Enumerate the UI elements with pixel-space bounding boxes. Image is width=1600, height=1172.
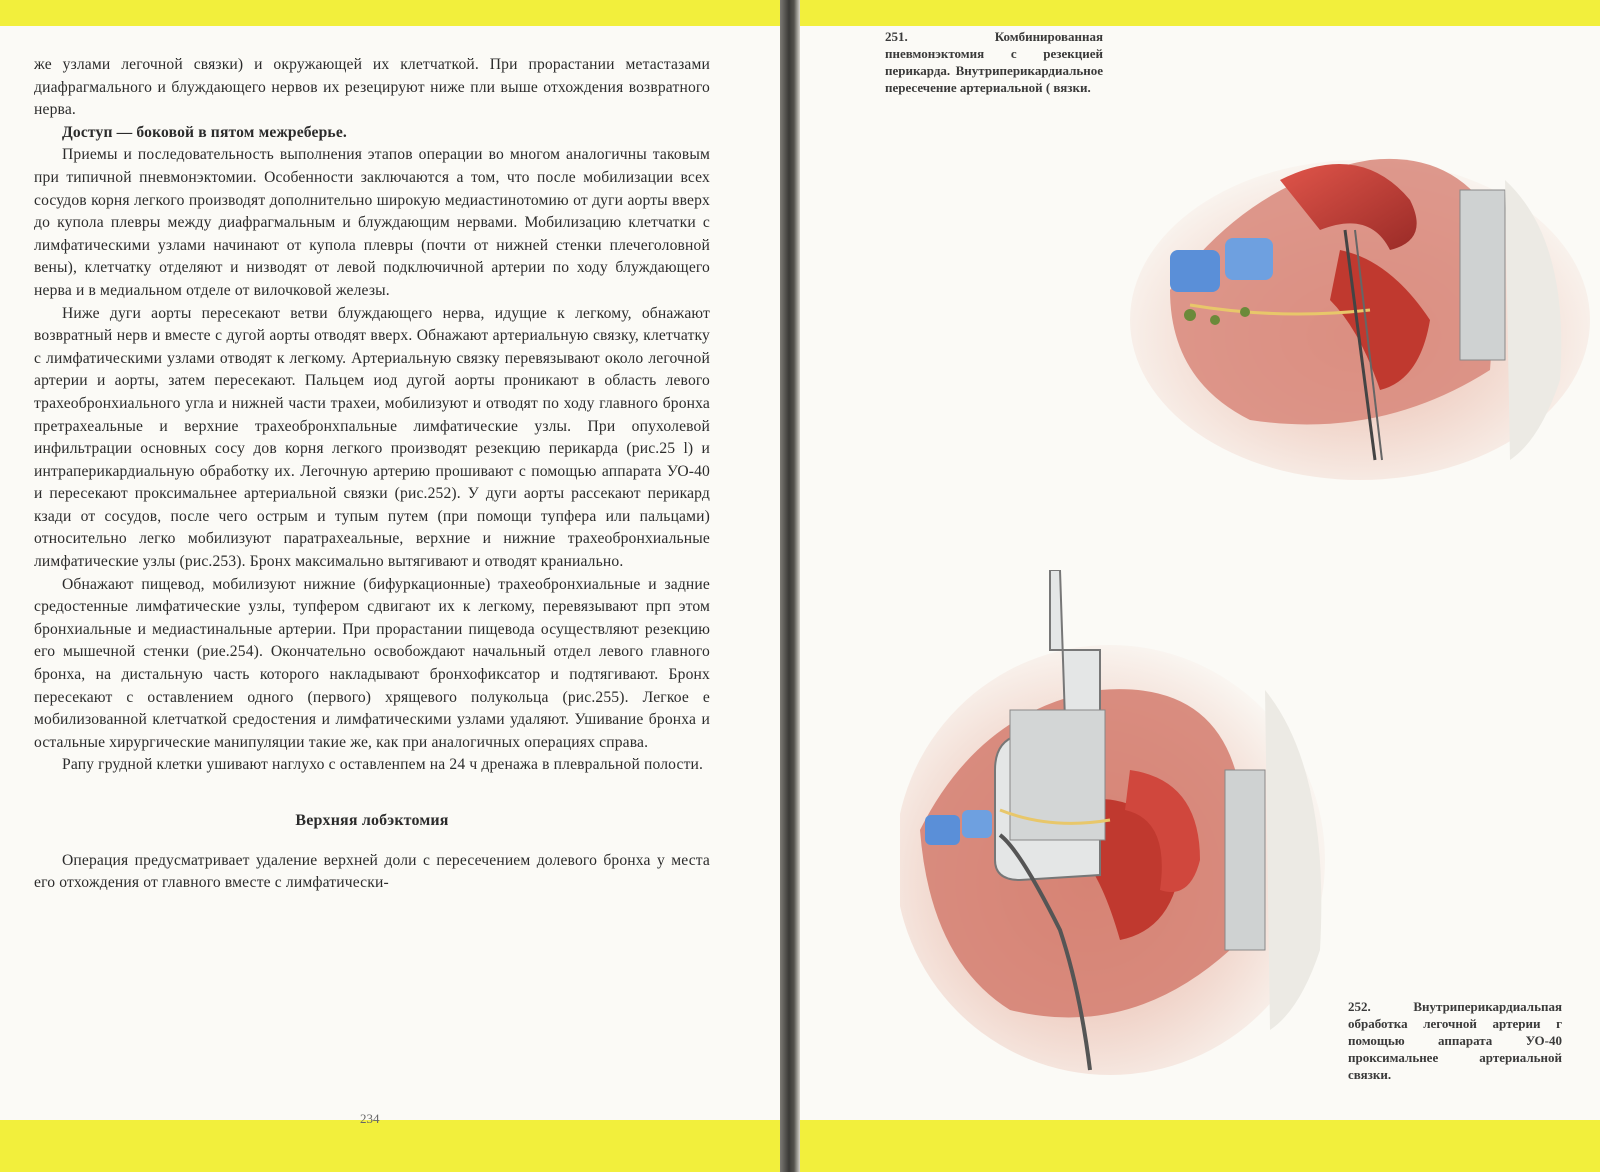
figure-252-illustration bbox=[900, 570, 1340, 1090]
paragraph-1: же узлами легочной связки) и окружающей их клетчаткой. При прорастании метастазами диафрагмального и блуждающего нервов их резецируют ниже пли выше отхождения возвратного нерва. bbox=[34, 56, 710, 119]
stapler-jaw bbox=[1010, 710, 1105, 840]
lymph-node bbox=[1210, 315, 1220, 325]
retractor bbox=[1460, 190, 1505, 360]
paragraph-3: Ниже дуги аорты пересекают ветви блуждающего нерва, идущие к легкому, обнажают возвратный нерв и вместе с дугой аорты отводят вверх. Обнажают артериальную связку, клетчатку с лимфатическими узлами отводят к легкому. Артериальную связку перевязывают около легочной артерии и аорты, затем пересекают. Пальцем иод дугой аорты проникают в область левого трахеобронхиального угла и нижней части трахеи, мобилизуют и отводят по ходу главного бронха претрахеальные и верхние трахеобронхпальные лимфатические узлы. При опухолевой инфильтрации основных сосу дов корня легкого производят резекцию перикарда (рис.25 l) и интраперикардиальную обработку их. Легочную артерию прошивают с помощью аппарата УО-40 и пересекают проксимальнее артериальной связки (рис.252). У дуги аорты рассекают перикард кзади от сосудов, после чего острым и тупым путем (при помощи тупфера или пальцами) относительно легко мобилизуют паратрахеальные, верхние и нижние трахеобронхиальные лимфатические узлы (рис.253). Бронх максимально вытягивают и отводят краниально. bbox=[34, 304, 710, 571]
drape bbox=[1265, 690, 1321, 1030]
figure-251-illustration bbox=[1130, 120, 1595, 480]
figure-251-caption: 251. Комбинированная пневмонэктомия с резекцией перикарда. Внутриперикардиальное пересечение артериальной ( вязки. bbox=[885, 29, 1103, 95]
retractor bbox=[1225, 770, 1265, 950]
paragraph-5: Рапу грудной клетки ушивают наглухо с оставленпем на 24 ч дренажа в плевральной полости. bbox=[62, 756, 704, 774]
clamp-blue-left bbox=[1170, 250, 1220, 292]
bottom-highlight-band bbox=[0, 1120, 1600, 1172]
section-title: Верхняя лобэктомия bbox=[295, 812, 449, 829]
lymph-node bbox=[1240, 307, 1250, 317]
figure-252-caption: 252. Внутриперикардиальпая обработка легочной артерии г помощью аппарата УО-40 проксимальнее артериальной связки. bbox=[1348, 999, 1562, 1082]
clamp-blue-right bbox=[962, 810, 992, 838]
access-heading: Доступ — боковой в пятом межреберье. bbox=[62, 123, 347, 141]
clamp-blue-right bbox=[1225, 238, 1273, 280]
paragraph-4: Обнажают пищевод, мобилизуют нижние (бифуркационные) трахеобронхиальные и задние средостенные лимфатические узлы, тупфером сдвигают их к легкому, перевязывают прп этом бронхиальные и медиастинальные артерии. При прорастании пищевода осуществляют резекцию его мышечной стенки (рие.254). Окончательно освобождают начальный отдел левого главного бронха, на дистальную часть которого накладывают бронхофиксатор и подтягивают. Бронх пересекают с оставлением одного (первого) хрящевого полукольца (рис.255). Легкое е мобилизованной клетчаткой средостения и лимфатическими узлами удаляют. Ушивание бронха и остальные хирургические манипуляции такие же, как при аналогичных операциях справа. bbox=[34, 575, 710, 751]
drape bbox=[1505, 180, 1561, 460]
top-highlight-band bbox=[0, 0, 1600, 26]
clamp-blue-left bbox=[925, 815, 960, 845]
section-paragraph: Операция предусматривает удаление верхней доли с пересечением долевого бронха у места его отхождения от главного вместе с лимфатически- bbox=[34, 851, 710, 892]
book-gutter bbox=[780, 0, 800, 1172]
main-text-column bbox=[34, 54, 710, 895]
page-number: 234 bbox=[360, 1111, 380, 1126]
left-page bbox=[0, 26, 780, 1126]
lymph-node bbox=[1184, 309, 1196, 321]
paragraph-2: Приемы и последовательность выполнения этапов операции во многом аналогичны таковым при типичной пневмонэктомии. Особенности заключаются а том, что после мобилизации всех сосудов корня легкого производят дополнительно широкую медиастинотомию от дуги аорты вверх до купола плевры между диафрагмальным и блуждающим нервами. Мобилизацию клетчатки с лимфатическими узлами начинают от купола плевры (почти от нижней стенки плечеголовной вены), клетчатку отделяют и низводят от левой подключичной артерии по ходу блуждающего нерва и в медиальном отделе от вилочковой железы. bbox=[34, 146, 710, 299]
